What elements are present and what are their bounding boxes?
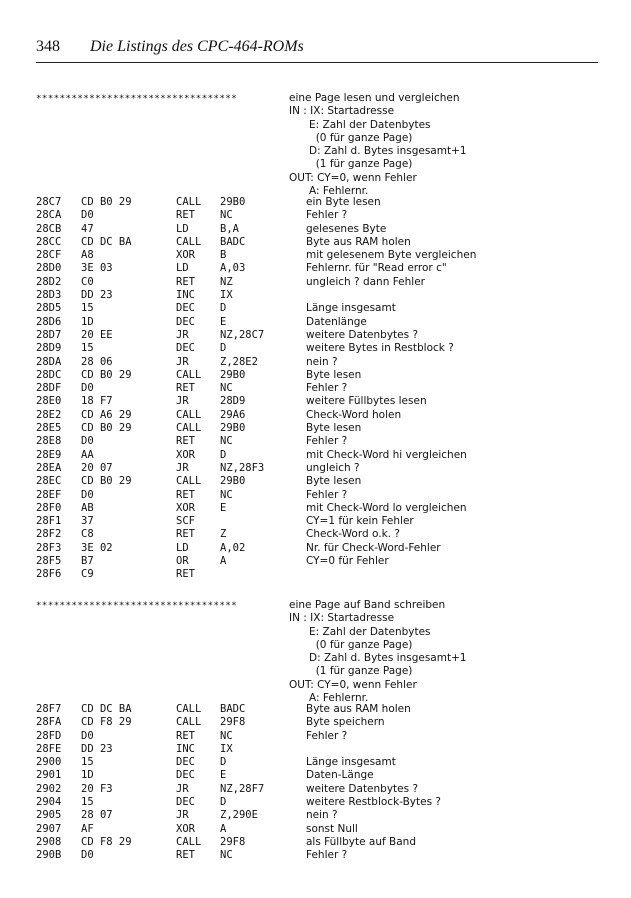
header-comment-line: (0 für ganze Page) bbox=[289, 638, 413, 651]
opcode-bytes: D0 bbox=[81, 488, 94, 501]
comment: Fehler ? bbox=[306, 209, 348, 222]
opcode-bytes: D0 bbox=[81, 849, 94, 862]
mnemonic: RET bbox=[176, 488, 195, 501]
operand: A bbox=[220, 555, 227, 568]
header-comment-line: D: Zahl d. Bytes insgesamt+1 bbox=[289, 652, 467, 665]
address: 28E9 bbox=[36, 448, 62, 461]
address: 28D6 bbox=[36, 315, 62, 328]
comment: Byte aus RAM holen bbox=[306, 235, 411, 248]
section-header-comment bbox=[289, 92, 609, 198]
listing-row bbox=[36, 502, 606, 515]
operand: 29B0 bbox=[220, 368, 246, 381]
comment: Byte lesen bbox=[306, 368, 362, 381]
opcode-bytes: CD B0 29 bbox=[81, 196, 132, 208]
address: 28F7 bbox=[36, 703, 62, 715]
mnemonic: DEC bbox=[176, 769, 195, 782]
listing-row bbox=[36, 836, 606, 849]
listing-row bbox=[36, 262, 606, 275]
operand: NC bbox=[220, 382, 233, 395]
mnemonic: CALL bbox=[176, 475, 202, 488]
mnemonic: RET bbox=[176, 209, 195, 222]
address: 28C7 bbox=[36, 196, 62, 208]
mnemonic: XOR bbox=[176, 448, 195, 461]
operand: IX bbox=[220, 742, 233, 755]
page-header bbox=[36, 36, 598, 63]
listing-row bbox=[36, 369, 606, 382]
opcode-bytes: CD B0 29 bbox=[81, 368, 132, 381]
listing-row bbox=[36, 809, 606, 822]
mnemonic: JR bbox=[176, 782, 189, 795]
operand: 28D9 bbox=[220, 395, 246, 408]
address: 2908 bbox=[36, 835, 62, 848]
operand: E bbox=[220, 501, 227, 514]
header-comment-line: A: Fehlernr. bbox=[289, 185, 369, 198]
mnemonic: JR bbox=[176, 461, 189, 474]
address: 2905 bbox=[36, 809, 62, 822]
operand: Z,28E2 bbox=[220, 355, 258, 368]
comment: gelesenes Byte bbox=[306, 222, 387, 235]
address: 28D2 bbox=[36, 275, 62, 288]
operand: 29B0 bbox=[220, 196, 246, 208]
comment: weitere Bytes in Restblock ? bbox=[306, 342, 454, 355]
comment: Check-Word holen bbox=[306, 408, 402, 421]
opcode-bytes: A8 bbox=[81, 249, 94, 262]
comment: weitere Füllbytes lesen bbox=[306, 395, 427, 408]
operand: 29F8 bbox=[220, 716, 246, 729]
opcode-bytes: 28 06 bbox=[81, 355, 113, 368]
address: 28CF bbox=[36, 249, 62, 262]
listing-row bbox=[36, 462, 606, 475]
address: 28FA bbox=[36, 716, 62, 729]
opcode-bytes: 20 F3 bbox=[81, 782, 113, 795]
comment: Fehler ? bbox=[306, 729, 348, 742]
listing-row bbox=[36, 435, 606, 448]
address: 28D3 bbox=[36, 289, 62, 302]
address: 2902 bbox=[36, 782, 62, 795]
mnemonic: INC bbox=[176, 742, 195, 755]
opcode-bytes: C9 bbox=[81, 568, 94, 581]
comment: Fehler ? bbox=[306, 435, 348, 448]
mnemonic: DEC bbox=[176, 315, 195, 328]
header-comment-line: (0 für ganze Page) bbox=[289, 131, 413, 144]
header-comment-line: IN : IX: Startadresse bbox=[289, 612, 395, 625]
page-title: Die Listings des CPC-464-ROMs bbox=[90, 38, 304, 55]
listing-row bbox=[36, 276, 606, 289]
opcode-bytes: 47 bbox=[81, 222, 94, 235]
mnemonic: CALL bbox=[176, 703, 202, 715]
opcode-bytes: AF bbox=[81, 822, 94, 835]
header-comment-line: E: Zahl der Datenbytes bbox=[289, 118, 431, 131]
comment: nein ? bbox=[306, 355, 338, 368]
operand: NC bbox=[220, 849, 233, 862]
listing-row bbox=[36, 796, 606, 809]
mnemonic: RET bbox=[176, 729, 195, 742]
listing-row bbox=[36, 769, 606, 782]
listing-row bbox=[36, 382, 606, 395]
mnemonic: DEC bbox=[176, 756, 195, 769]
opcode-bytes: C0 bbox=[81, 275, 94, 288]
listing-row bbox=[36, 568, 606, 581]
opcode-bytes: CD DC BA bbox=[81, 703, 132, 715]
mnemonic: CALL bbox=[176, 235, 202, 248]
comment: ein Byte lesen bbox=[306, 196, 381, 208]
opcode-bytes: B7 bbox=[81, 555, 94, 568]
listing-row bbox=[36, 249, 606, 262]
mnemonic: CALL bbox=[176, 196, 202, 208]
operand: BADC bbox=[220, 235, 246, 248]
mnemonic: INC bbox=[176, 289, 195, 302]
listing-row bbox=[36, 236, 606, 249]
header-comment-line: eine Page lesen und vergleichen bbox=[289, 92, 460, 104]
address: 28F6 bbox=[36, 568, 62, 581]
address: 28F2 bbox=[36, 528, 62, 541]
operand: E bbox=[220, 769, 227, 782]
listing-row bbox=[36, 475, 606, 488]
listing-row bbox=[36, 196, 606, 209]
comment: Länge insgesamt bbox=[306, 756, 396, 769]
operand: E bbox=[220, 315, 227, 328]
comment: CY=1 für kein Fehler bbox=[306, 515, 414, 528]
address: 28DF bbox=[36, 382, 62, 395]
address: 290B bbox=[36, 849, 62, 862]
mnemonic: RET bbox=[176, 382, 195, 395]
mnemonic: JR bbox=[176, 328, 189, 341]
address: 28E2 bbox=[36, 408, 62, 421]
opcode-bytes: AB bbox=[81, 501, 94, 514]
address: 2904 bbox=[36, 796, 62, 809]
comment: CY=0 für Fehler bbox=[306, 555, 389, 568]
address: 28D7 bbox=[36, 328, 62, 341]
opcode-bytes: CD A6 29 bbox=[81, 408, 132, 421]
mnemonic: OR bbox=[176, 555, 189, 568]
listing-row bbox=[36, 823, 606, 836]
mnemonic: CALL bbox=[176, 422, 202, 435]
operand: A,02 bbox=[220, 541, 246, 554]
mnemonic: XOR bbox=[176, 822, 195, 835]
operand: NC bbox=[220, 209, 233, 222]
address: 28DA bbox=[36, 355, 62, 368]
comment: Byte lesen bbox=[306, 475, 362, 488]
address: 28F0 bbox=[36, 501, 62, 514]
opcode-bytes: 15 bbox=[81, 302, 94, 315]
mnemonic: JR bbox=[176, 809, 189, 822]
listing-row bbox=[36, 730, 606, 743]
listing-row bbox=[36, 542, 606, 555]
address: 2900 bbox=[36, 756, 62, 769]
operand: IX bbox=[220, 289, 233, 302]
operand: B,A bbox=[220, 222, 239, 235]
comment: Byte aus RAM holen bbox=[306, 703, 411, 715]
comment: Länge insgesamt bbox=[306, 302, 396, 315]
listing-row bbox=[36, 422, 606, 435]
opcode-bytes: AA bbox=[81, 448, 94, 461]
opcode-bytes: D0 bbox=[81, 382, 94, 395]
comment: Fehler ? bbox=[306, 849, 348, 862]
header-comment-line: IN : IX: Startadresse bbox=[289, 105, 395, 118]
listing-row bbox=[36, 289, 606, 302]
listing-row bbox=[36, 716, 606, 729]
address: 28D0 bbox=[36, 262, 62, 275]
opcode-bytes: 15 bbox=[81, 756, 94, 769]
mnemonic: RET bbox=[176, 568, 195, 581]
operand: A bbox=[220, 822, 227, 835]
opcode-bytes: 3E 02 bbox=[81, 541, 113, 554]
mnemonic: JR bbox=[176, 395, 189, 408]
mnemonic: XOR bbox=[176, 501, 195, 514]
opcode-bytes: CD B0 29 bbox=[81, 422, 132, 435]
opcode-bytes: 20 EE bbox=[81, 328, 113, 341]
mnemonic: RET bbox=[176, 435, 195, 448]
operand: Z,290E bbox=[220, 809, 258, 822]
opcode-bytes: DD 23 bbox=[81, 289, 113, 302]
header-comment-line: OUT: CY=0, wenn Fehler bbox=[289, 678, 417, 691]
listing-row bbox=[36, 395, 606, 408]
comment: Fehler ? bbox=[306, 382, 348, 395]
address: 28CC bbox=[36, 235, 62, 248]
comment: Fehlernr. für "Read error c" bbox=[306, 262, 447, 275]
listing-row bbox=[36, 849, 606, 862]
mnemonic: LD bbox=[176, 262, 189, 275]
opcode-bytes: 15 bbox=[81, 342, 94, 355]
address: 28DC bbox=[36, 368, 62, 381]
mnemonic: LD bbox=[176, 222, 189, 235]
comment: mit Check-Word lo vergleichen bbox=[306, 501, 467, 514]
operand: NC bbox=[220, 488, 233, 501]
comment: Byte speichern bbox=[306, 716, 385, 729]
opcode-bytes: 1D bbox=[81, 769, 94, 782]
operand: A,03 bbox=[220, 262, 246, 275]
mnemonic: RET bbox=[176, 849, 195, 862]
address: 28EF bbox=[36, 488, 62, 501]
address: 28EA bbox=[36, 461, 62, 474]
address: 28F3 bbox=[36, 541, 62, 554]
listing-row bbox=[36, 743, 606, 756]
section-separator: ********************************** bbox=[36, 94, 238, 104]
operand: D bbox=[220, 342, 227, 355]
page-number: 348 bbox=[36, 38, 60, 55]
mnemonic: DEC bbox=[176, 302, 195, 315]
address: 28FD bbox=[36, 729, 62, 742]
comment: mit Check-Word hi vergleichen bbox=[306, 448, 467, 461]
opcode-bytes: 37 bbox=[81, 515, 94, 528]
opcode-bytes: 28 07 bbox=[81, 809, 113, 822]
operand: NZ,28C7 bbox=[220, 328, 265, 341]
comment: weitere Restblock-Bytes ? bbox=[306, 796, 441, 809]
listing-row bbox=[36, 703, 606, 716]
comment: Nr. für Check-Word-Fehler bbox=[306, 541, 441, 554]
opcode-bytes: CD DC BA bbox=[81, 235, 132, 248]
listing-row bbox=[36, 329, 606, 342]
header-comment-line: eine Page auf Band schreiben bbox=[289, 599, 446, 611]
comment: Fehler ? bbox=[306, 488, 348, 501]
operand: NC bbox=[220, 435, 233, 448]
operand: D bbox=[220, 796, 227, 809]
opcode-bytes: CD B0 29 bbox=[81, 475, 132, 488]
listing-row bbox=[36, 489, 606, 502]
listing-row bbox=[36, 756, 606, 769]
listing-row bbox=[36, 783, 606, 796]
opcode-bytes: 3E 03 bbox=[81, 262, 113, 275]
address: 28EC bbox=[36, 475, 62, 488]
operand: D bbox=[220, 756, 227, 769]
listing-row bbox=[36, 528, 606, 541]
operand: Z bbox=[220, 528, 227, 541]
section-header-comment bbox=[289, 599, 609, 705]
address: 28CA bbox=[36, 209, 62, 222]
comment: nein ? bbox=[306, 809, 338, 822]
opcode-bytes: CD F8 29 bbox=[81, 835, 132, 848]
opcode-bytes: D0 bbox=[81, 209, 94, 222]
opcode-bytes: DD 23 bbox=[81, 742, 113, 755]
address: 28F1 bbox=[36, 515, 62, 528]
listing-row bbox=[36, 223, 606, 236]
operand: 29F8 bbox=[220, 835, 246, 848]
address: 28D9 bbox=[36, 342, 62, 355]
comment: Daten-Länge bbox=[306, 769, 374, 782]
header-comment-line: (1 für ganze Page) bbox=[289, 665, 413, 678]
mnemonic: JR bbox=[176, 355, 189, 368]
header-comment-line: (1 für ganze Page) bbox=[289, 158, 413, 171]
listing-row bbox=[36, 209, 606, 222]
listing-row bbox=[36, 555, 606, 568]
mnemonic: XOR bbox=[176, 249, 195, 262]
operand: NC bbox=[220, 729, 233, 742]
operand: 29A6 bbox=[220, 408, 246, 421]
comment: ungleich ? bbox=[306, 461, 360, 474]
operand: BADC bbox=[220, 703, 246, 715]
mnemonic: CALL bbox=[176, 368, 202, 381]
operand: D bbox=[220, 448, 227, 461]
mnemonic: LD bbox=[176, 541, 189, 554]
opcode-bytes: CD F8 29 bbox=[81, 716, 132, 729]
comment: weitere Datenbytes ? bbox=[306, 328, 419, 341]
listing-row bbox=[36, 342, 606, 355]
comment: ungleich ? dann Fehler bbox=[306, 275, 425, 288]
address: 2901 bbox=[36, 769, 62, 782]
comment: als Füllbyte auf Band bbox=[306, 835, 416, 848]
mnemonic: RET bbox=[176, 275, 195, 288]
listing-row bbox=[36, 302, 606, 315]
operand: D bbox=[220, 302, 227, 315]
header-comment-line: D: Zahl d. Bytes insgesamt+1 bbox=[289, 145, 467, 158]
section-separator: ********************************** bbox=[36, 601, 238, 611]
opcode-bytes: D0 bbox=[81, 435, 94, 448]
header-comment-line: E: Zahl der Datenbytes bbox=[289, 625, 431, 638]
listing-row bbox=[36, 409, 606, 422]
listing-row bbox=[36, 356, 606, 369]
opcode-bytes: C8 bbox=[81, 528, 94, 541]
address: 28E8 bbox=[36, 435, 62, 448]
mnemonic: SCF bbox=[176, 515, 195, 528]
code-listing bbox=[36, 196, 606, 582]
address: 28CB bbox=[36, 222, 62, 235]
comment: Byte lesen bbox=[306, 422, 362, 435]
listing-row bbox=[36, 515, 606, 528]
mnemonic: CALL bbox=[176, 408, 202, 421]
address: 2907 bbox=[36, 822, 62, 835]
address: 28D5 bbox=[36, 302, 62, 315]
address: 28E5 bbox=[36, 422, 62, 435]
address: 28F5 bbox=[36, 555, 62, 568]
operand: NZ,28F3 bbox=[220, 461, 265, 474]
address: 28FE bbox=[36, 742, 62, 755]
listing-row bbox=[36, 449, 606, 462]
opcode-bytes: D0 bbox=[81, 729, 94, 742]
comment: mit gelesenem Byte vergleichen bbox=[306, 249, 477, 262]
opcode-bytes: 20 07 bbox=[81, 461, 113, 474]
operand: 29B0 bbox=[220, 475, 246, 488]
comment: Check-Word o.k. ? bbox=[306, 528, 400, 541]
header-comment-line: A: Fehlernr. bbox=[289, 692, 369, 705]
operand: B bbox=[220, 249, 227, 262]
operand: NZ bbox=[220, 275, 233, 288]
mnemonic: CALL bbox=[176, 716, 202, 729]
mnemonic: RET bbox=[176, 528, 195, 541]
mnemonic: DEC bbox=[176, 796, 195, 809]
comment: sonst Null bbox=[306, 822, 358, 835]
comment: Datenlänge bbox=[306, 315, 367, 328]
operand: NZ,28F7 bbox=[220, 782, 265, 795]
header-comment-line: OUT: CY=0, wenn Fehler bbox=[289, 171, 417, 184]
mnemonic: CALL bbox=[176, 835, 202, 848]
opcode-bytes: 1D bbox=[81, 315, 94, 328]
listing-row bbox=[36, 316, 606, 329]
code-listing bbox=[36, 703, 606, 863]
opcode-bytes: 15 bbox=[81, 796, 94, 809]
opcode-bytes: 18 F7 bbox=[81, 395, 113, 408]
operand: 29B0 bbox=[220, 422, 246, 435]
address: 28E0 bbox=[36, 395, 62, 408]
mnemonic: DEC bbox=[176, 342, 195, 355]
comment: weitere Datenbytes ? bbox=[306, 782, 419, 795]
